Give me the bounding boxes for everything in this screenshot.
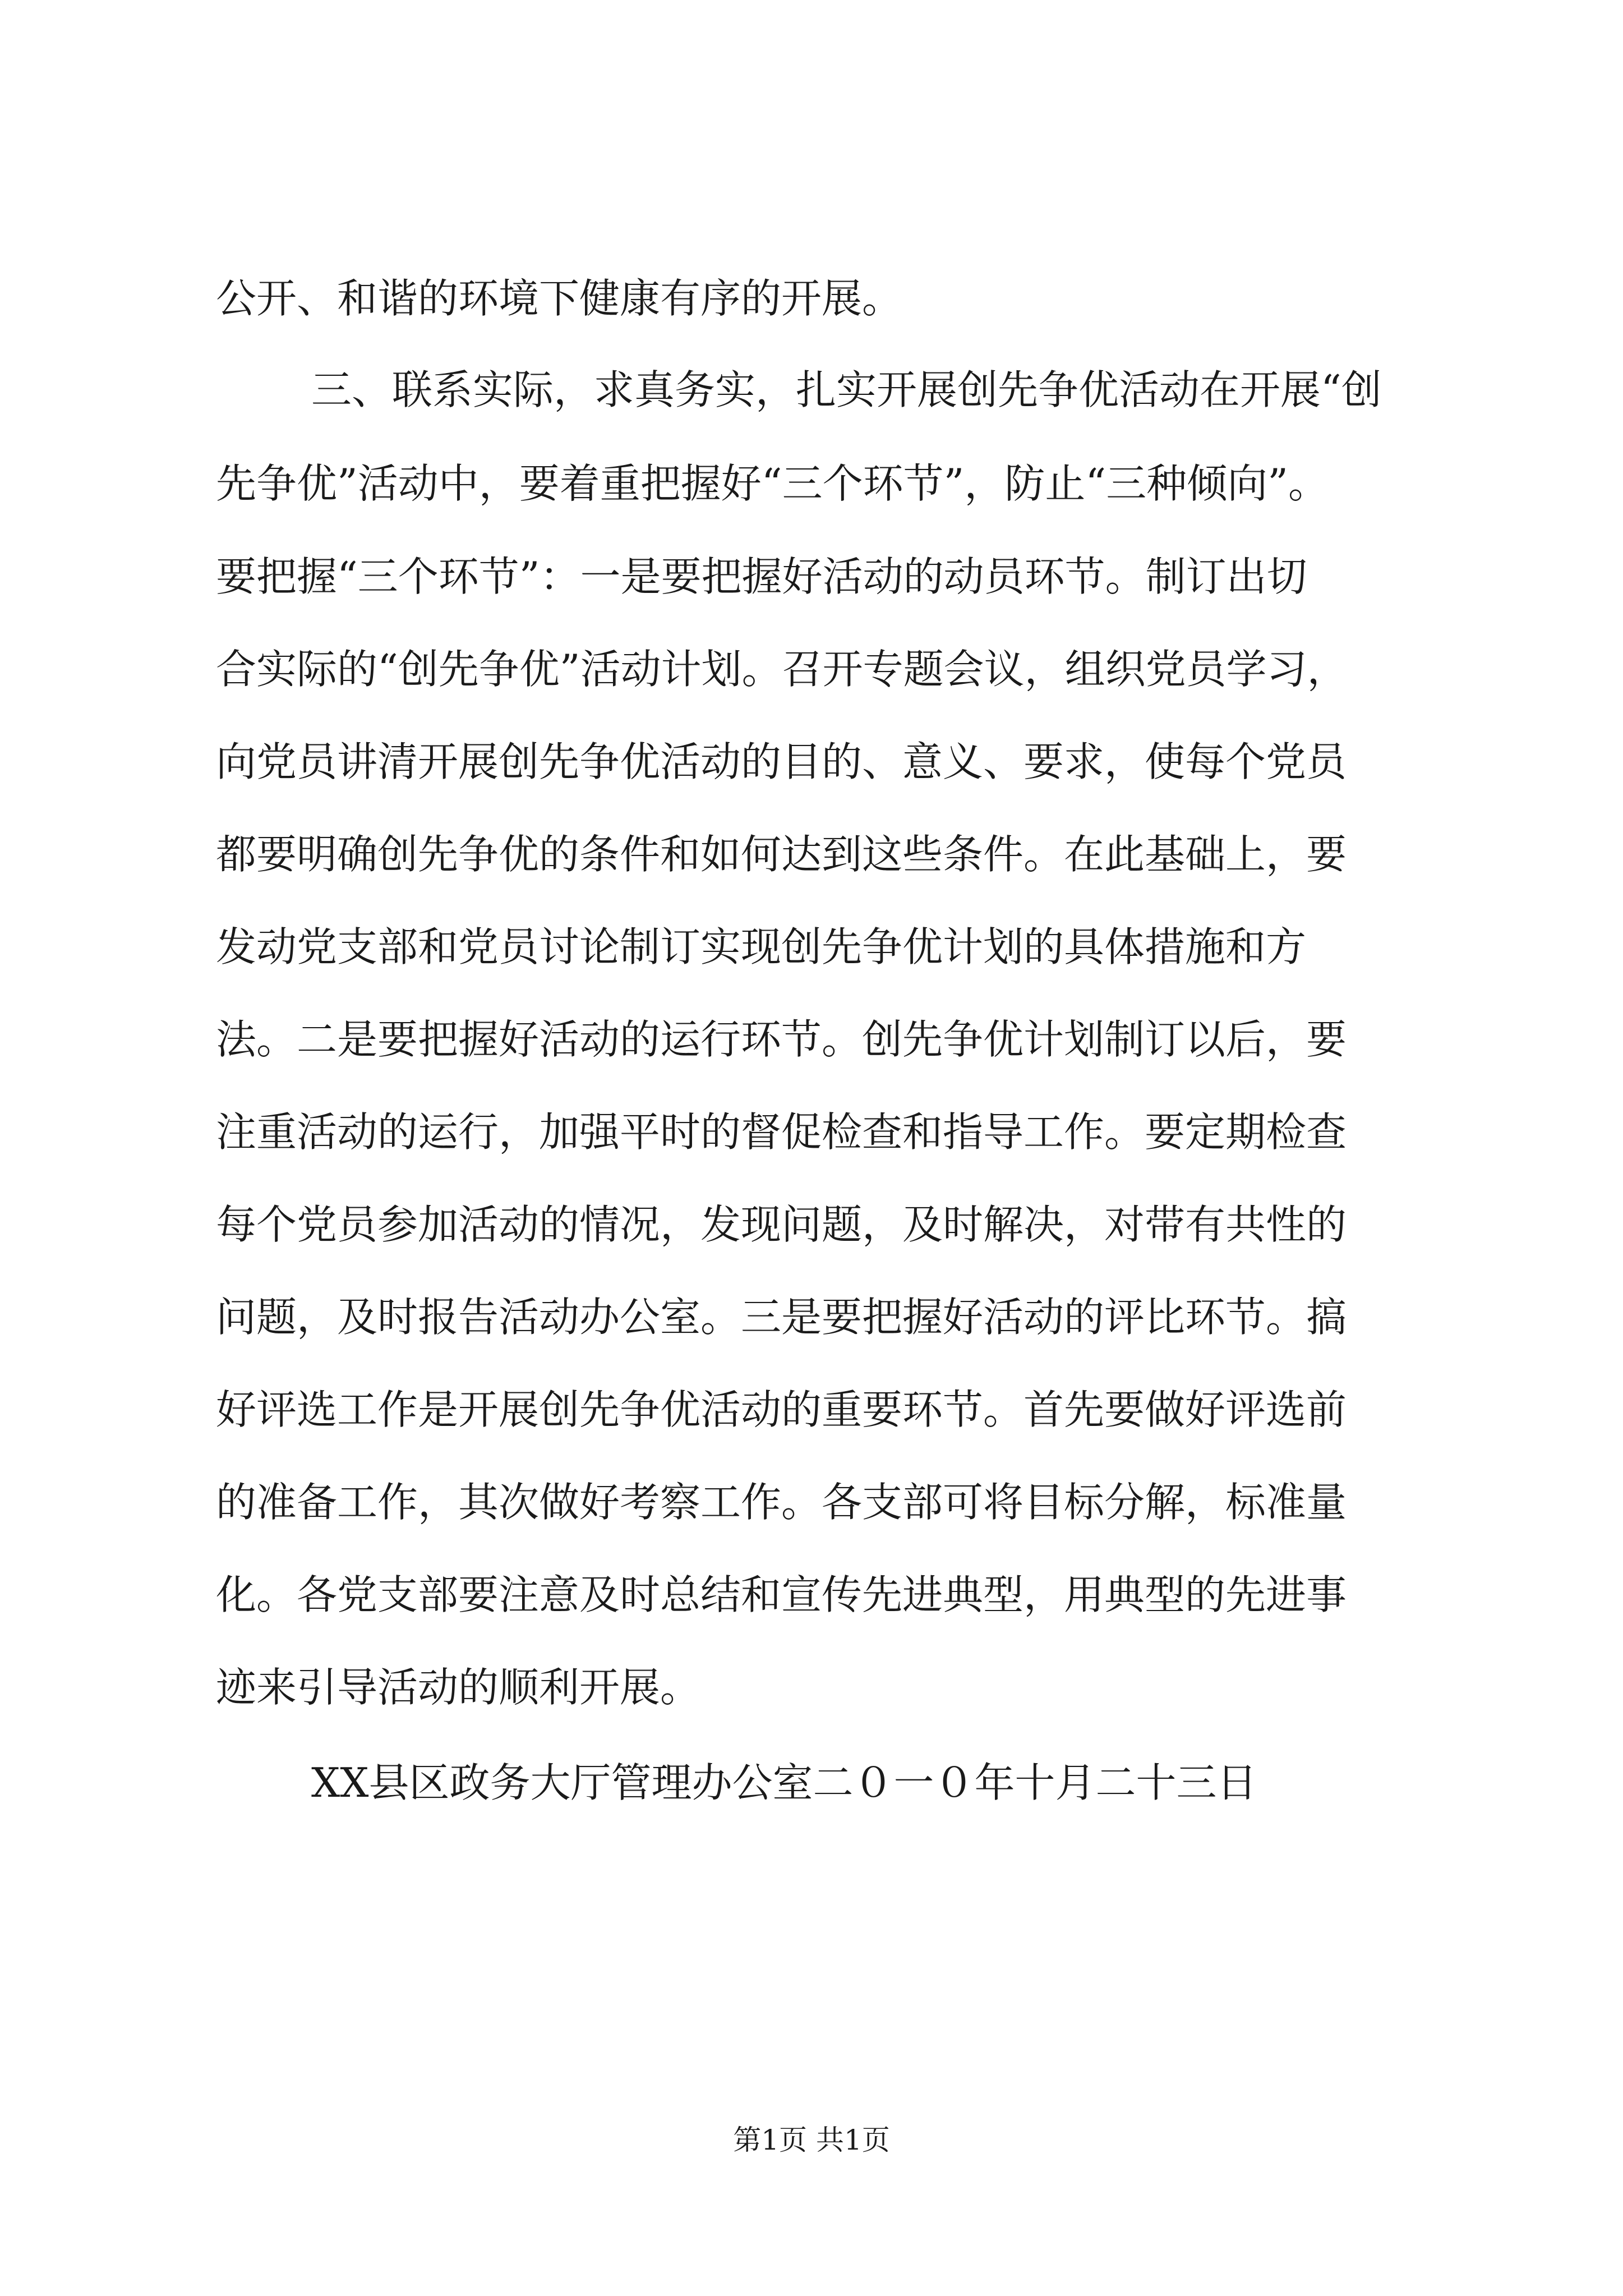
page-footer: 第1页 共1页 [733,2124,890,2156]
text-line: 公开、和谐的环境下健康有序的开展。 [216,275,903,322]
text-line: 法。二是要把握好活动的运行环节。创先争优计划制订以后，要 [216,1016,1347,1063]
text-line: 的准备工作，其次做好考察工作。各支部可将目标分解，标准量 [216,1479,1347,1526]
text-line: 每个党员参加活动的情况，发现问题，及时解决，对带有共性的 [216,1201,1347,1248]
text-line: 化。各党支部要注意及时总结和宣传先进典型，用典型的先进事 [216,1571,1347,1618]
text-line: 都要明确创先争优的条件和如何达到这些条件。在此基础上，要 [216,831,1347,878]
text-line: 注重活动的运行，加强平时的督促检查和指导工作。要定期检查 [216,1108,1347,1156]
text-line: 三、联系实际，求真务实，扎实开展创先争优活动在开展“创 [311,366,1382,413]
text-line: 发动党支部和党员讨论制订实现创先争优计划的具体措施和方 [216,923,1307,970]
text-line: 向党员讲清开展创先争优活动的目的、意义、要求，使每个党员 [216,738,1347,785]
text-line: 问题，及时报告活动办公室。三是要把握好活动的评比环节。搞 [216,1294,1347,1341]
text-line: 先争优”活动中，要着重把握好“三个环节”，防止“三种倾向”。 [216,460,1329,507]
text-line: 迹来引导活动的顺利开展。 [216,1664,701,1711]
text-line: 要把握“三个环节”：一是要把握好活动的动员环节。制订出切 [216,553,1307,600]
signature-line: XX县区政务大厅管理办公室二０一０年十月二十三日 [311,1759,1257,1806]
text-line: 合实际的“创先争优”活动计划。召开专题会议，组织党员学习， [216,646,1348,693]
text-line: 好评选工作是开展创先争优活动的重要环节。首先要做好评选前 [216,1386,1347,1433]
